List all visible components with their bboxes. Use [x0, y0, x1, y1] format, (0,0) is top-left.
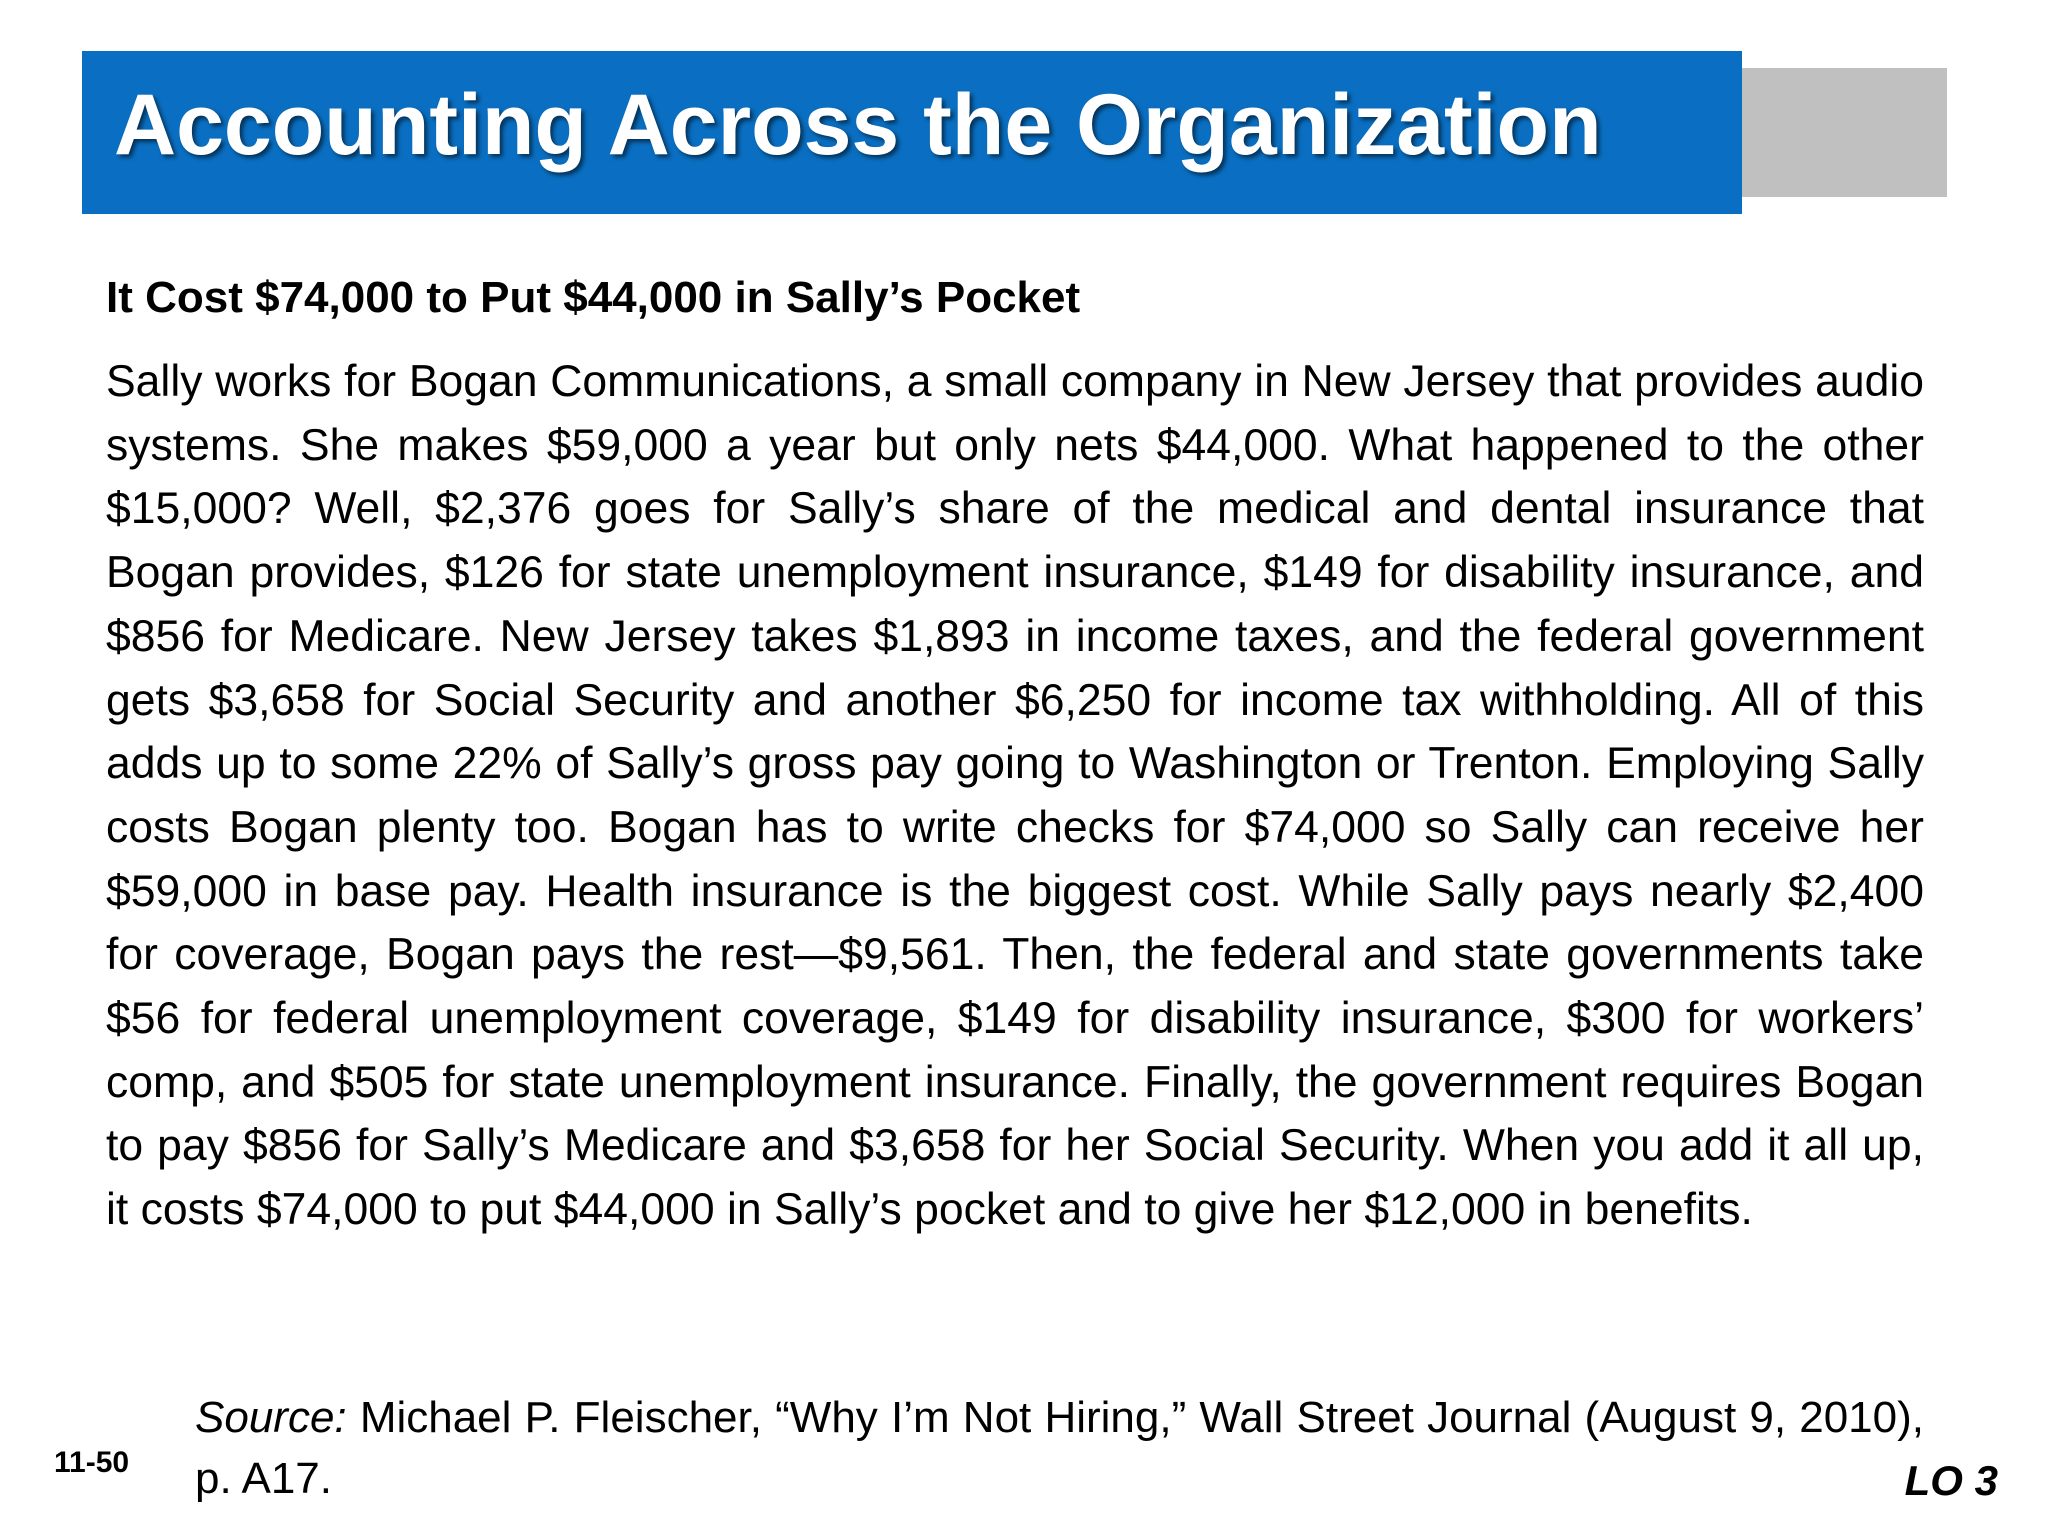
source-label: Source: — [195, 1393, 347, 1442]
slide-number: 11-50 — [54, 1446, 130, 1479]
article-subtitle: It Cost $74,000 to Put $44,000 in Sally’s Pocket — [106, 273, 1081, 322]
title-bar-shadow — [1740, 68, 1947, 197]
article-body: Sally works for Bogan Communications, a small company in New Jersey that provides audio systems. She makes $59,000 a year but only nets $44,000. What happened to the other $15,000? Well, $2,376 goes for Sally’s share of the medical and dental insurance that Bogan provides, $126 for state unemployment insurance, $149 for disability insurance, and $856 for Medicare. New Jersey takes $1,893 in income taxes, and the federal government gets $3,658 for Social Security and another $6,250 for income tax withholding. All of this adds up to some 22% of Sally’s gross pay going to Washington or Trenton. Employing Sally costs Bogan plenty too. Bogan has to write checks for $74,000 so Sally can receive her $59,000 in base pay. Health insurance is the biggest cost. While Sally pays nearly $2,400 for coverage, Bogan pays the rest—$9,561. Then, the federal and state governments take $56 for federal unemployment coverage, $149 for disability insurance, $300 for workers’ comp, and $505 for state unemployment insurance. Finally, the government requires Bogan to pay $856 for Sally’s Medicare and $3,658 for her Social Security. When you add it all up, it costs $74,000 to put $44,000 in Sally’s pocket and to give her $12,000 in benefits. — [106, 357, 1924, 1235]
source-text: Michael P. Fleischer, “Why I’m Not Hiring,” Wall Street Journal (August 9, 2010), p. A17. — [195, 1393, 1924, 1503]
slide-title: Accounting Across the Organization — [114, 77, 1602, 173]
learning-objective-tag: LO 3 — [1904, 1457, 1998, 1504]
source-citation — [195, 1387, 1924, 1509]
